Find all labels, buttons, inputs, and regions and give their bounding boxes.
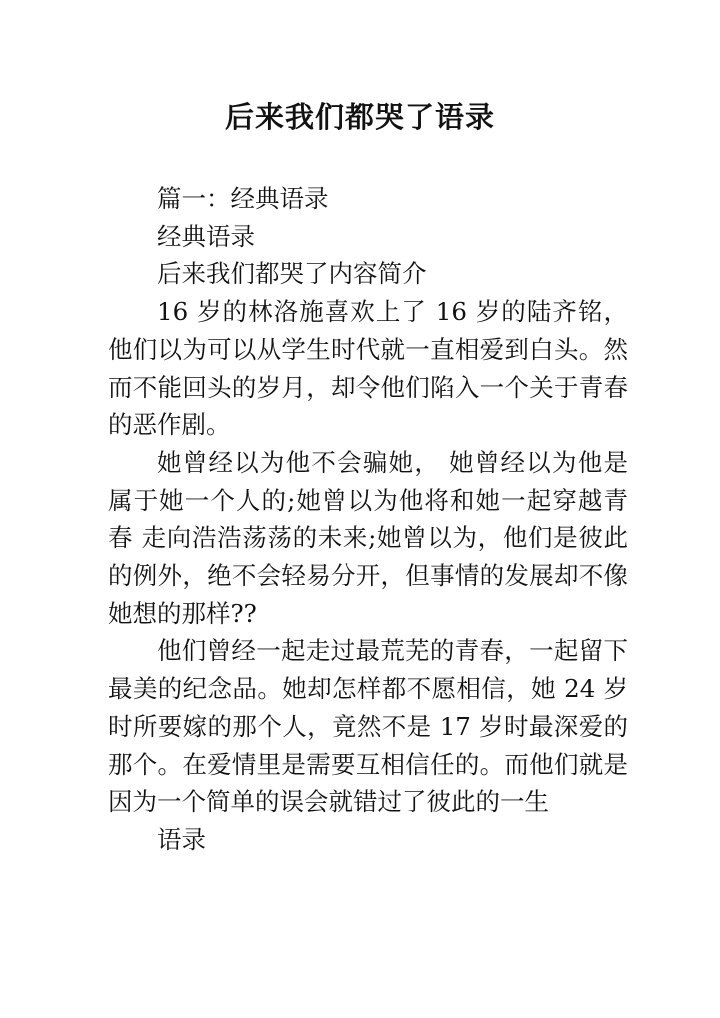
paragraph: 她曾经以为他不会骗她， 她曾经以为他是属于她一个人的;她曾以为他将和她一起穿越青春 走向浩浩荡荡的未来;她曾以为，他们是彼此的例外，绝不会轻易分开，但事情的发展却不像她想的那样?? bbox=[108, 447, 628, 628]
section-heading: 篇一：经典语录 bbox=[157, 184, 329, 213]
content-summary-heading: 后来我们都哭了内容简介 bbox=[157, 259, 427, 289]
subsection-heading: 经典语录 bbox=[157, 221, 255, 251]
paragraph: 16 岁的林洛施喜欢上了 16 岁的陆齐铭，他们以为可以从学生时代就一直相爱到白头。然而不能回头的岁月，却令他们陷入一个关于青春的恶作剧。 bbox=[108, 297, 628, 440]
document-title: 后来我们都哭了语录 bbox=[224, 100, 495, 134]
document-body bbox=[108, 180, 628, 859]
quotes-heading: 语录 bbox=[157, 824, 206, 854]
paragraph: 他们曾经一起走过最荒芜的青春，一起留下最美的纪念品。她却怎样都不愿相信，她 24 岁时所要嫁的那个人，竟然不是 17 岁时最深爱的那个。在爱情里是需要互相信任的。而他们就是因为一个简单的误会就错过了彼此的一生 bbox=[108, 636, 628, 817]
